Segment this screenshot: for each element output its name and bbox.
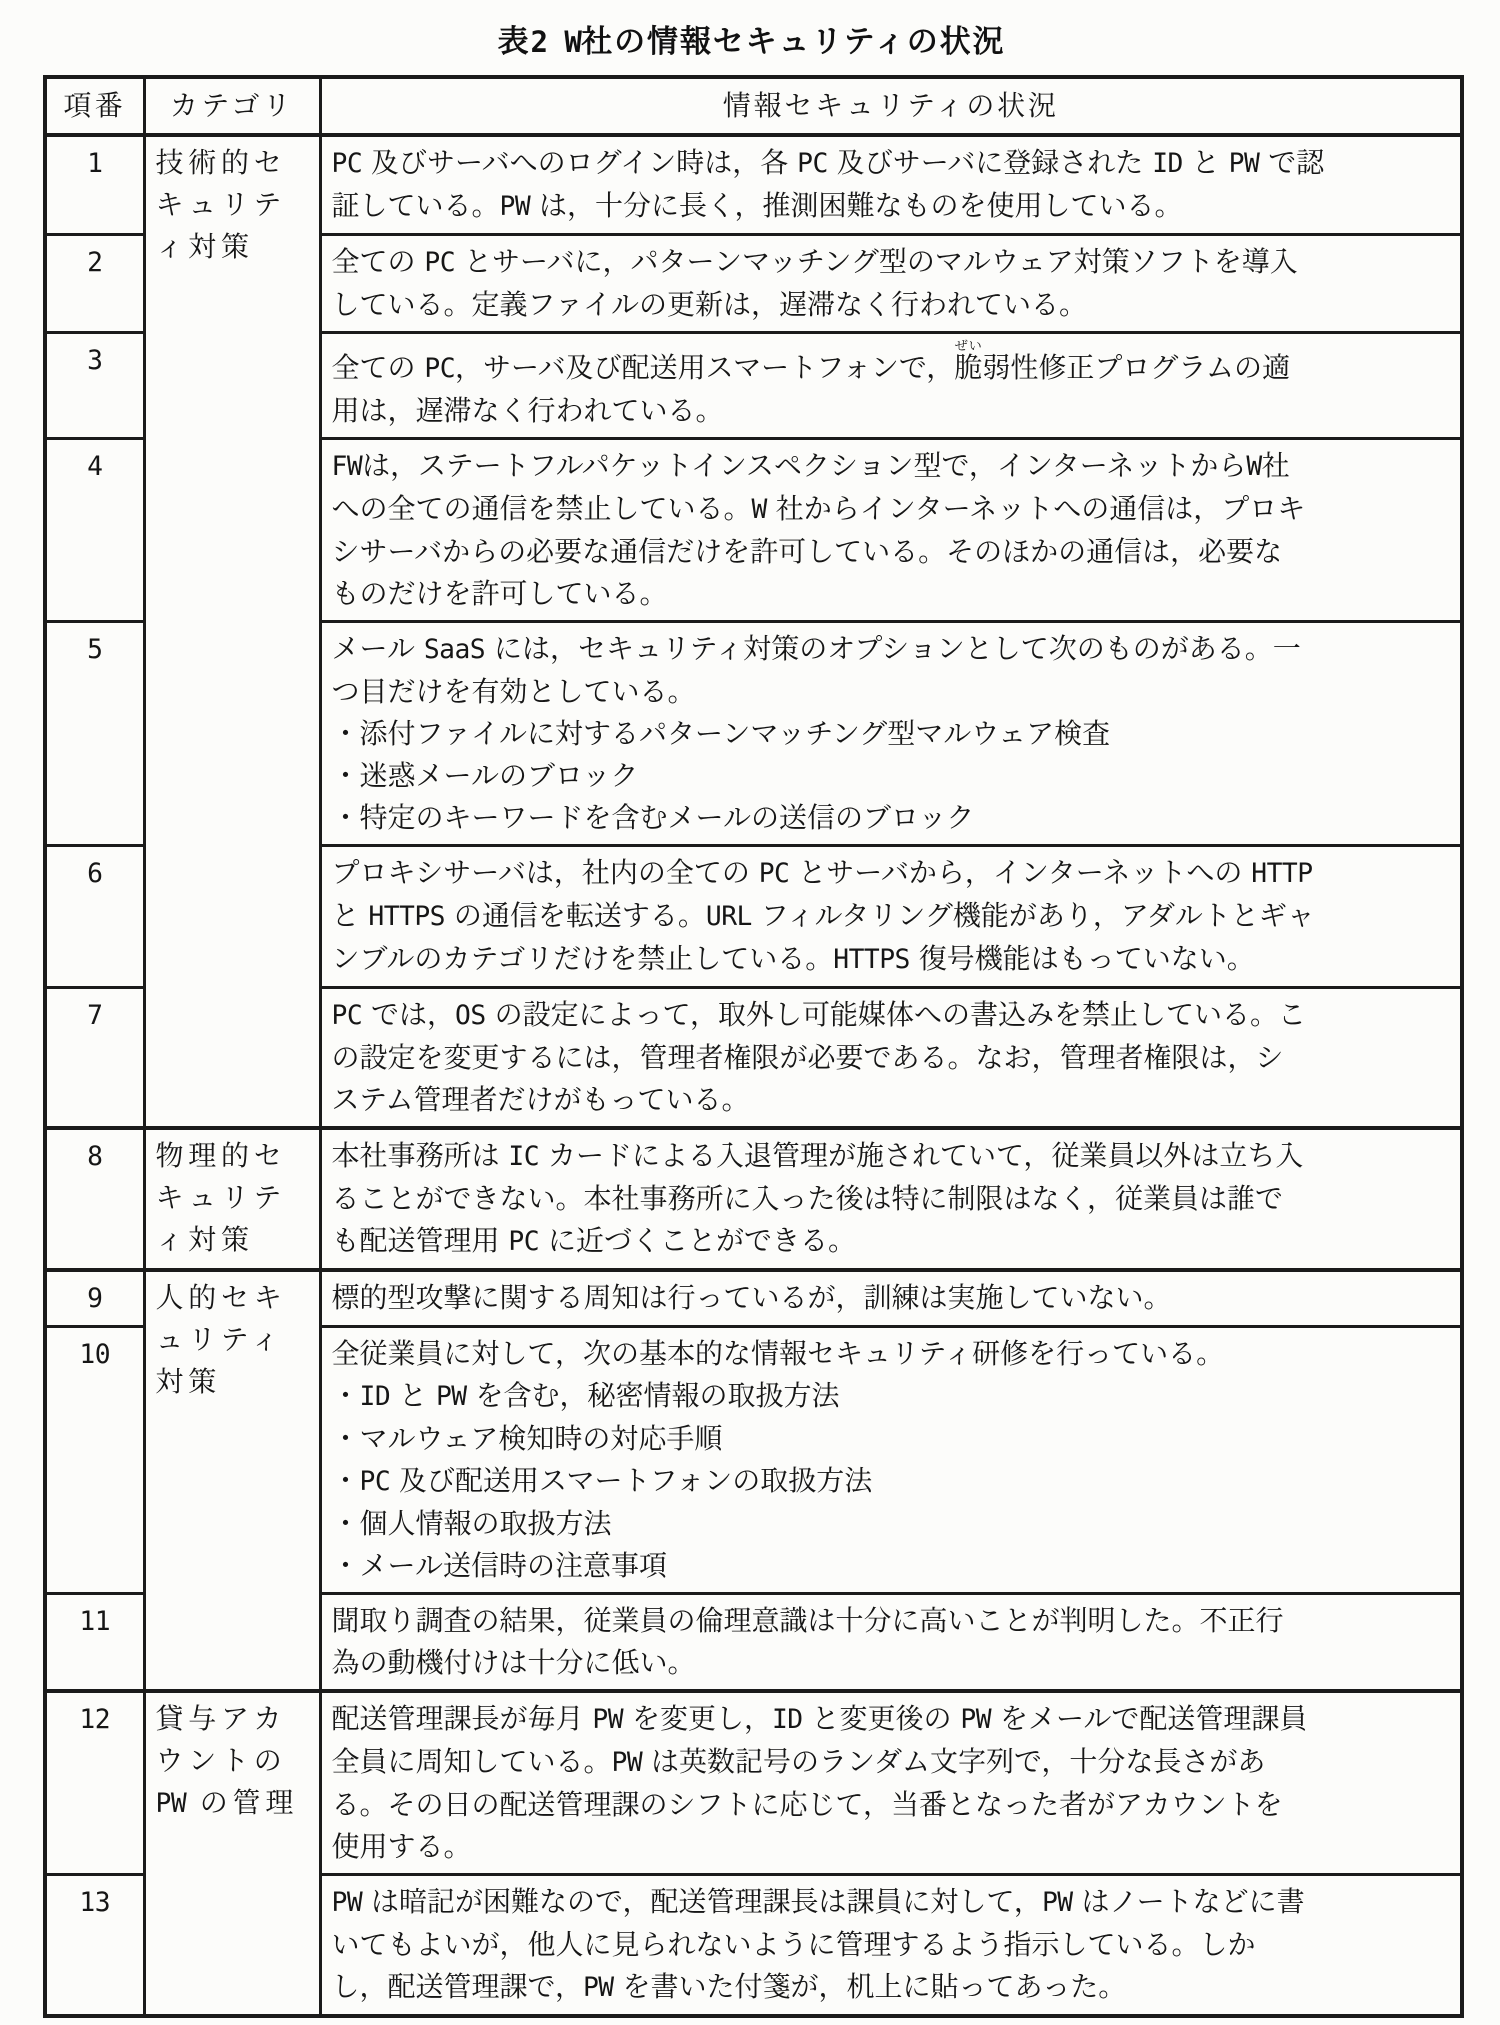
status-text-line: 全ての PC，サーバ及び配送用スマートフォンで，脆ぜい弱性修正プログラムの適 [331, 339, 1291, 384]
category-line: キュリテ [155, 188, 286, 221]
table-row [45, 1270, 1462, 1327]
status-text-line: 全員に周知している。PW は英数記号のランダム文字列で，十分な長さがあ [331, 1745, 1266, 1778]
status-text-line: る。その日の配送管理課のシフトに応じて，当番となった者がアカウントを [331, 1788, 1283, 1821]
security-status-table [43, 75, 1464, 2018]
category-line: 対策 [155, 1365, 222, 1398]
status-text-line: 配送管理課長が毎月 PW を変更し，ID と変更後の PW をメールで配送管理課員 [331, 1702, 1308, 1735]
status-text-line: 標的型攻撃に関する周知は行っているが，訓練は実施していない。 [331, 1281, 1172, 1314]
status-text-line: ・マルウェア検知時の対応手順 [331, 1422, 723, 1455]
item-number-cell: 8 [45, 1128, 144, 1270]
status-text-line: ることができない。本社事務所に入った後は特に制限はなく，従業員は誰で [331, 1182, 1283, 1215]
item-number-cell: 2 [45, 235, 144, 333]
status-cell [320, 235, 1462, 333]
status-cell [320, 439, 1462, 622]
category-line: PW の管理 [155, 1786, 299, 1819]
table-row [45, 1128, 1462, 1270]
status-text-line: シサーバからの必要な通信だけを許可している。そのほかの通信は，必要な [331, 535, 1283, 568]
status-text-line: の設定を変更するには，管理者権限が必要である。なお，管理者権限は，シ [331, 1041, 1284, 1074]
status-text-line: ・ID と PW を含む，秘密情報の取扱方法 [331, 1379, 840, 1412]
status-text-line: プロキシサーバは，社内の全ての PC とサーバから，インターネットへの HTTP [331, 856, 1313, 889]
status-cell [320, 1128, 1462, 1270]
status-text-line: ・PC 及び配送用スマートフォンの取扱方法 [331, 1464, 873, 1497]
status-text-line: ・迷惑メールのブロック [331, 759, 639, 792]
item-number-cell: 9 [45, 1270, 144, 1327]
status-text-line: ステム管理者だけがもっている。 [331, 1083, 750, 1116]
category-cell [144, 1270, 320, 1691]
status-text-line: PC では，OS の設定によって，取外し可能媒体への書込みを禁止している。こ [331, 998, 1307, 1031]
status-text-line: つ目だけを有効としている。 [331, 675, 696, 708]
status-text-line: 用は，遅滞なく行われている。 [331, 394, 724, 427]
item-number-cell: 3 [45, 333, 144, 439]
status-text-line: ンブルのカテゴリだけを禁止している。HTTPS 復号機能はもっていない。 [331, 942, 1255, 975]
table-row [45, 1691, 1462, 1875]
category-line: 貸与アカ [155, 1702, 287, 1735]
status-text-line: PW は暗記が困難なので，配送管理課長は課員に対して，PW はノートなどに書 [331, 1885, 1305, 1918]
item-number-cell: 4 [45, 439, 144, 622]
header-row [45, 77, 1462, 135]
header-status: 情報セキュリティの状況 [320, 77, 1462, 135]
status-text-line: ものだけを許可している。 [331, 577, 668, 610]
status-cell [320, 1594, 1462, 1692]
status-text-line: FWは，ステートフルパケットインスペクション型で，インターネットからW社 [331, 449, 1290, 482]
item-number-cell: 12 [45, 1691, 144, 1875]
status-text-line: PC 及びサーバへのログイン時は，各 PC 及びサーバに登録された ID と PW で認 [331, 146, 1325, 179]
status-text-line: ・個人情報の取扱方法 [331, 1507, 612, 1540]
status-cell [320, 622, 1462, 846]
status-text-line: メール SaaS には，セキュリティ対策のオプションとして次のものがある。一 [331, 632, 1301, 665]
header-item-number: 項番 [45, 77, 144, 135]
category-cell [144, 1691, 320, 2016]
item-number-cell: 5 [45, 622, 144, 846]
item-number-cell: 11 [45, 1594, 144, 1692]
category-cell [144, 135, 320, 1128]
status-text-line: ・特定のキーワードを含むメールの送信のブロック [331, 801, 975, 834]
status-cell [320, 333, 1462, 439]
status-text-line: 本社事務所は IC カードによる入退管理が施されていて，従業員以外は立ち入 [331, 1139, 1304, 1172]
status-text-line: している。定義ファイルの更新は，遅滞なく行われている。 [331, 288, 1087, 321]
table-row [45, 135, 1462, 235]
status-text-line: も配送管理用 PC に近づくことができる。 [331, 1224, 856, 1257]
item-number-cell: 10 [45, 1327, 144, 1594]
status-text-line: 証している。PW は，十分に長く，推測困難なものを使用している。 [331, 189, 1183, 222]
status-text-line: し，配送管理課で，PW を書いた付箋が，机上に貼ってあった。 [331, 1970, 1127, 2003]
category-line: ウントの [155, 1744, 287, 1777]
status-text-line: 聞取り調査の結果，従業員の倫理意識は十分に高いことが判明した。不正行 [331, 1604, 1284, 1637]
category-line: ィ対策 [155, 1223, 254, 1256]
item-number-cell: 6 [45, 846, 144, 988]
status-text-line: と HTTPS の通信を転送する。URL フィルタリング機能があり，アダルトとギャ [331, 899, 1315, 932]
status-cell [320, 1327, 1462, 1594]
status-text-line: ・メール送信時の注意事項 [331, 1549, 667, 1582]
status-cell [320, 135, 1462, 235]
status-text-line: いてもよいが，他人に見られないように管理するよう指示している。しか [331, 1928, 1256, 1961]
header-category: カテゴリ [144, 77, 320, 135]
category-line: キュリテ [155, 1181, 286, 1214]
category-line: 人的セキ [155, 1281, 287, 1314]
item-number-cell: 1 [45, 135, 144, 235]
status-cell [320, 846, 1462, 988]
category-line: ィ対策 [155, 230, 254, 263]
status-cell [320, 1691, 1462, 1875]
status-text-line: 為の動機付けは十分に低い。 [331, 1646, 696, 1679]
document-page [0, 16, 1500, 2025]
category-cell [144, 1128, 320, 1270]
table-title: 表2 W社の情報セキュリティの状況 [497, 24, 1006, 60]
status-text-line: への全ての通信を禁止している。W 社からインターネットへの通信は，プロキ [331, 492, 1306, 525]
status-cell [320, 1270, 1462, 1327]
category-line: ュリティ [155, 1323, 284, 1356]
status-text-line: 全ての PC とサーバに，パターンマッチング型のマルウェア対策ソフトを導入 [331, 245, 1298, 278]
status-text-line: 全従業員に対して，次の基本的な情報セキュリティ研修を行っている。 [331, 1337, 1225, 1370]
status-text-line: ・添付ファイルに対するパターンマッチング型マルウェア検査 [331, 717, 1111, 750]
status-text-line: 使用する。 [331, 1830, 472, 1863]
category-line: 技術的セ [155, 146, 287, 179]
status-cell [320, 988, 1462, 1129]
item-number-cell: 13 [45, 1875, 144, 2017]
item-number-cell: 7 [45, 988, 144, 1129]
scanned-document [0, 16, 1500, 2025]
status-cell [320, 1875, 1462, 2017]
category-line: 物理的セ [155, 1139, 287, 1172]
